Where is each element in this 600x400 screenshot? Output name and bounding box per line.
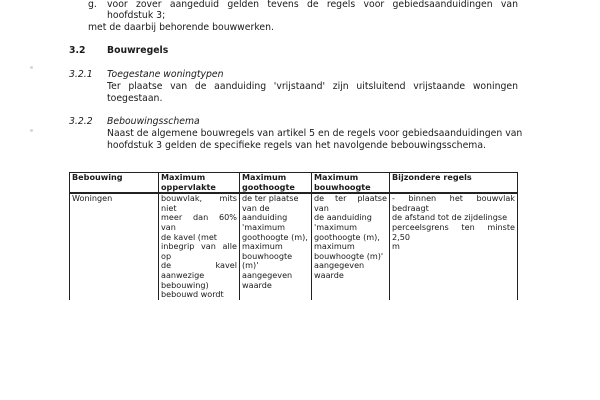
cell-maximum-bouwhoogte: de ter plaatse van de aanduiding 'maximum goothoogte (m), maximum bouwhoogte (m)' aangegeven waarde: [312, 193, 390, 300]
header-maximum-goothoogte: Maximum goothoogte: [240, 173, 312, 194]
item-g-text-line2: hoofdstuk 3;: [107, 10, 166, 21]
cell-bebouwing: Woningen: [70, 193, 159, 300]
table-header-row: [70, 173, 518, 194]
cell-bijzondere-regels: - binnen het bouwvlak bedraagt de afstand tot de zijdelingse perceelsgrens ten minste 2,50 m: [390, 193, 518, 300]
paragraph-line: toegestaan.: [107, 93, 163, 104]
closing-line: met de daarbij behorende bouwwerken.: [88, 22, 274, 33]
subsection-title: Toegestane woningtypen: [107, 69, 224, 80]
cell-maximum-goothoogte: de ter plaatse van de aanduiding 'maximum goothoogte (m), maximum bouwhoogte (m)' aangegeven waarde: [240, 193, 312, 300]
section-title: Bouwregels: [107, 45, 169, 56]
scan-mark: [30, 129, 33, 132]
header-maximum-bouwhoogte: Maximum bouwhoogte: [312, 173, 390, 194]
header-bebouwing: Bebouwing: [70, 173, 159, 194]
subsection-title: Bebouwingsschema: [107, 116, 200, 127]
subsection-number: 3.2.1: [69, 69, 93, 80]
subsection-number: 3.2.2: [69, 116, 93, 127]
scan-mark: [30, 66, 33, 69]
paragraph-line: hoofdstuk 3 gelden de specifieke regels van het navolgende bebouwingsschema.: [107, 140, 486, 151]
cell-maximum-oppervlakte: bouwvlak, mits niet meer dan 60% van de kavel (met inbegrip van alle op de kavel aanwezige bebouwing) bebouwd wordt: [159, 193, 240, 300]
paragraph-line: Ter plaatse van de aanduiding 'vrijstaand' zijn uitsluitend vrijstaande woningen: [107, 81, 518, 92]
header-maximum-oppervlakte: Maximum oppervlakte: [159, 173, 240, 194]
item-g-text-line1: voor zover aangeduid gelden tevens de regels voor gebiedsaanduidingen van: [107, 0, 518, 10]
section-number: 3.2: [69, 45, 86, 56]
paragraph-line: Naast de algemene bouwregels van artikel 5 en de regels voor gebiedsaanduidingen van: [107, 128, 523, 139]
item-g-marker: g.: [88, 0, 97, 10]
bebouwingsschema-table: [69, 172, 518, 300]
table-row: [70, 193, 518, 300]
header-bijzondere-regels: Bijzondere regels: [390, 173, 518, 194]
